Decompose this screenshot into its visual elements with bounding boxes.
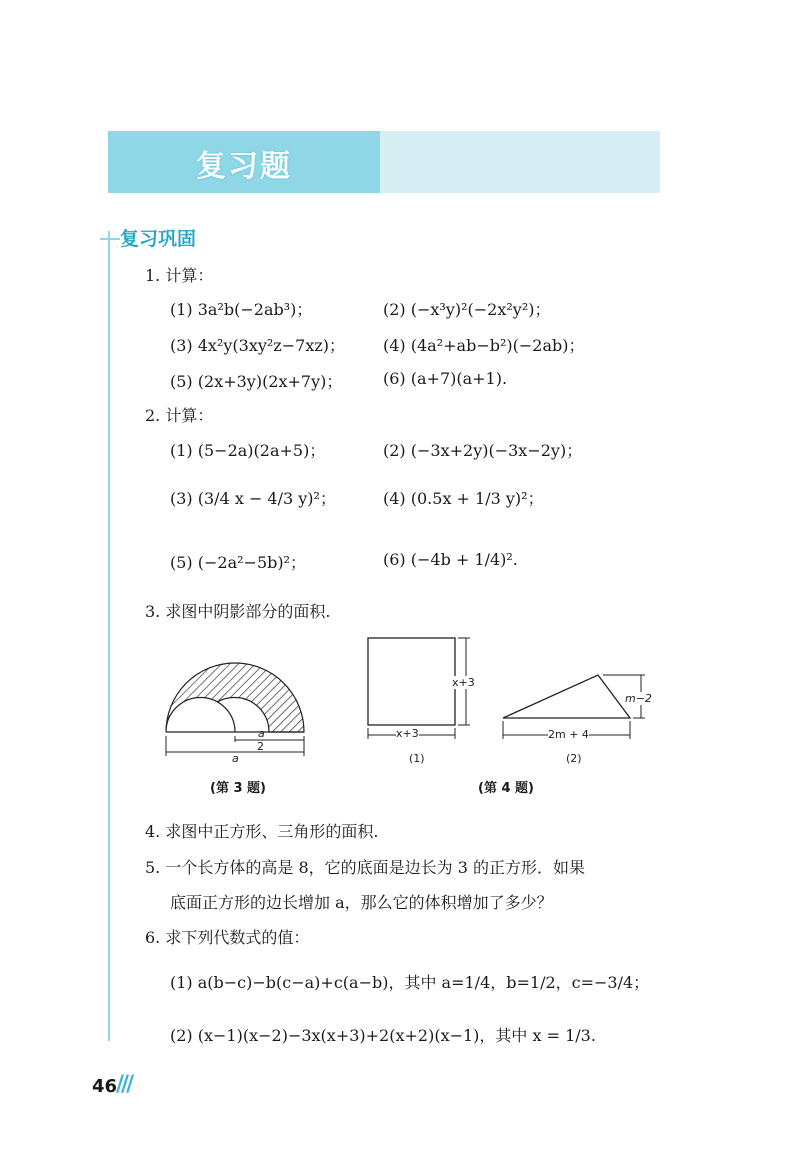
q2-item-3: (3) (3/4 x − 4/3 y)²；: [170, 489, 336, 508]
fig3-a-label: a: [232, 752, 239, 765]
figure-4-square: [360, 635, 480, 745]
triangle-sub-label: (2): [566, 752, 582, 765]
q2-label: 2. 计算：: [145, 406, 214, 425]
q2-item-2: (2) (−3x+2y)(−3x−2y)；: [383, 441, 583, 460]
triangle-base-label: 2m + 4: [548, 728, 589, 741]
square-sub-label: (1): [409, 752, 425, 765]
q1-label: 1. 计算：: [145, 266, 214, 285]
figure-3-diagram: [150, 650, 320, 760]
fig3-caption: (第 3 题): [210, 781, 266, 796]
q1-item-5: (5) (2x+3y)(2x+7y)；: [170, 372, 343, 391]
q6-item-2: (2) (x−1)(x−2)−3x(x+3)+2(x+2)(x−1)，其中 x = 1/3.: [170, 1026, 596, 1045]
square-bottom-label: x+3: [396, 727, 419, 740]
q2-item-4: (4) (0.5x + 1/3 y)²；: [383, 489, 544, 508]
fig4-caption: (第 4 题): [478, 781, 534, 796]
triangle-height-label: m−2: [625, 692, 652, 705]
title-banner: [108, 131, 660, 193]
q2-item-5: (5) (−2a²−5b)²；: [170, 553, 307, 572]
q6-item-1: (1) a(b−c)−b(c−a)+c(a−b)，其中 a=1/4，b=1/2，c=−3/4；: [170, 973, 650, 992]
q2-item-1: (1) (5−2a)(2a+5)；: [170, 441, 326, 460]
section-title: 复习巩固: [120, 228, 197, 250]
q1-item-2: (2) (−x³y)²(−2x²y²)；: [383, 300, 551, 319]
page-number: 46: [92, 1076, 118, 1097]
section-tick: [100, 238, 120, 240]
q6-label: 6. 求下列代数式的值：: [145, 928, 310, 947]
section-guide-line: [108, 231, 110, 1041]
banner-light-panel: [380, 131, 660, 193]
fig3-a-half-num: a: [258, 727, 265, 740]
q1-item-4: (4) (4a²+ab−b²)(−2ab)；: [383, 336, 585, 355]
q3-label: 3. 求图中阴影部分的面积.: [145, 602, 331, 621]
page-decoration: ///: [116, 1072, 132, 1097]
q4-label: 4. 求图中正方形、三角形的面积.: [145, 822, 379, 841]
square-side-label: x+3: [452, 676, 475, 689]
q2-item-6: (6) (−4b + 1/4)².: [383, 550, 518, 569]
fig3-a-half-den: 2: [257, 740, 264, 753]
q1-item-1: (1) 3a²b(−2ab³)；: [170, 300, 313, 319]
page-title: 复习题: [196, 149, 292, 184]
q5-line1: 5. 一个长方体的高是 8，它的底面是边长为 3 的正方形．如果: [145, 858, 585, 877]
q5-line2: 底面正方形的边长增加 a，那么它的体积增加了多少？: [170, 893, 553, 912]
q1-item-6: (6) (a+7)(a+1).: [383, 369, 508, 388]
q1-item-3: (3) 4x²y(3xy²z−7xz)；: [170, 336, 346, 355]
